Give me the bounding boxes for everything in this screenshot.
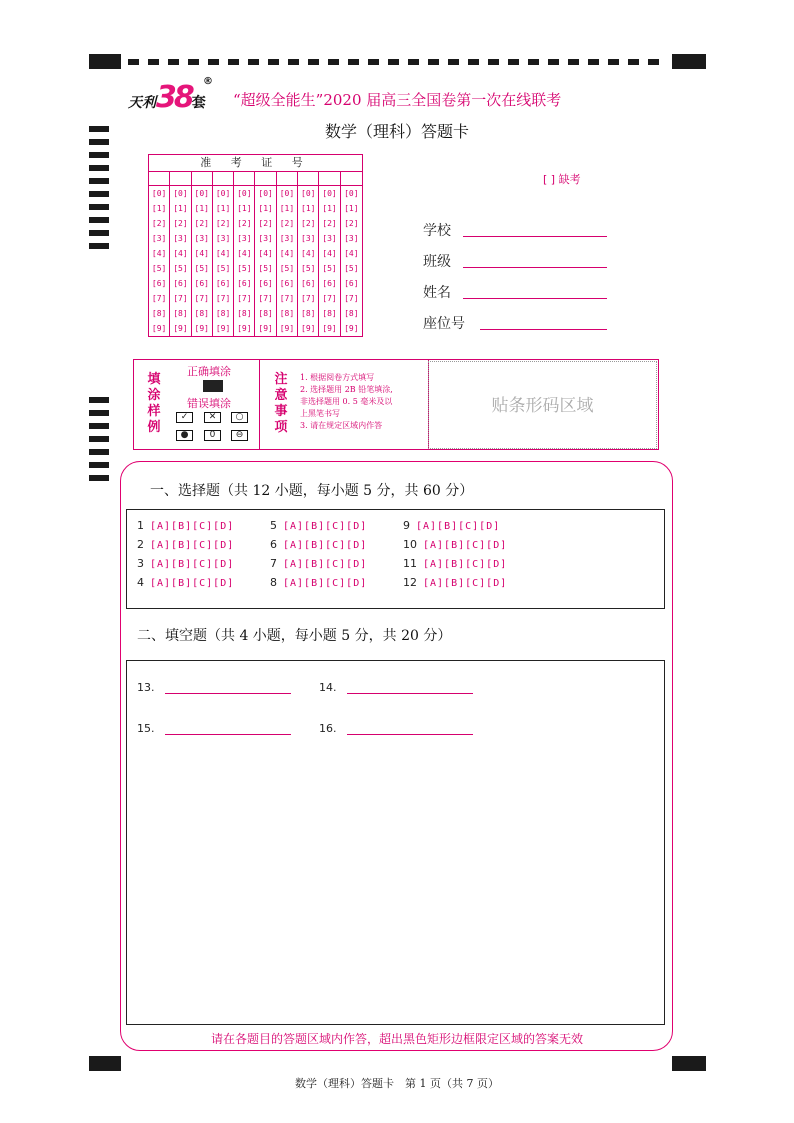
- digit-bubble[interactable]: [1]: [149, 201, 170, 216]
- corner-mark-bottom-right: [672, 1056, 706, 1071]
- brand-logo: [128, 76, 213, 115]
- question-number: 2: [137, 538, 144, 551]
- choice-options[interactable]: [A][B][C][D]: [150, 559, 235, 570]
- digit-bubble[interactable]: [2]: [234, 216, 255, 231]
- section1-title: 一、选择题（共 12 小题，每小题 5 分，共 60 分）: [150, 483, 474, 499]
- logo-suffix: 套: [191, 95, 206, 111]
- digit-bubble[interactable]: [1]: [277, 201, 298, 216]
- digit-bubble[interactable]: [0]: [255, 186, 276, 201]
- timing-dash: [628, 59, 639, 65]
- admission-digit-input[interactable]: [213, 172, 234, 186]
- digit-bubble[interactable]: [4]: [298, 246, 319, 261]
- admission-digit-input[interactable]: [277, 172, 298, 186]
- digit-bubble[interactable]: [2]: [149, 216, 170, 231]
- digit-bubble[interactable]: [2]: [192, 216, 213, 231]
- timing-mark: [89, 217, 109, 223]
- digit-bubble[interactable]: [9]: [149, 321, 170, 336]
- fill-answer-box: [126, 660, 665, 1025]
- digit-bubble[interactable]: [8]: [149, 306, 170, 321]
- digit-bubble[interactable]: [0]: [344, 189, 359, 198]
- digit-bubble[interactable]: [6]: [170, 276, 191, 291]
- admission-digit-input[interactable]: [298, 172, 319, 186]
- digit-bubble[interactable]: [1]: [344, 204, 359, 213]
- admission-digit-input[interactable]: [170, 172, 191, 186]
- blank-question-number: 15.: [137, 722, 155, 735]
- digit-bubble[interactable]: [9]: [192, 321, 213, 336]
- digit-bubble[interactable]: [8]: [234, 306, 255, 321]
- admission-digit-input[interactable]: [341, 172, 362, 186]
- digit-bubble[interactable]: [7]: [277, 291, 298, 306]
- logo-number: 38: [156, 80, 192, 115]
- admission-digit-row: [149, 321, 362, 336]
- timing-mark: [89, 462, 109, 468]
- timing-dash: [508, 59, 519, 65]
- field-input-line[interactable]: [463, 298, 607, 299]
- timing-dash: [268, 59, 279, 65]
- note-line: 2. 选择题用 2B 铅笔填涂,: [300, 385, 393, 394]
- digit-bubble[interactable]: [1]: [298, 201, 319, 216]
- digit-bubble[interactable]: [7]: [149, 291, 170, 306]
- question-number: 10: [403, 538, 417, 551]
- question-number: 7: [270, 557, 277, 570]
- question-number: 9: [403, 519, 410, 532]
- check-mark-icon: ✓: [176, 412, 193, 423]
- digit-bubble[interactable]: [9]: [234, 321, 255, 336]
- timing-mark: [89, 204, 109, 210]
- timing-dash: [288, 59, 299, 65]
- digit-bubble[interactable]: [5]: [298, 261, 319, 276]
- choice-options[interactable]: [A][B][C][D]: [283, 559, 368, 570]
- digit-bubble[interactable]: [5]: [277, 261, 298, 276]
- note-line: 非选择题用 0. 5 毫米及以: [300, 397, 393, 406]
- choice-question[interactable]: [270, 576, 367, 589]
- blank-answer-line[interactable]: [165, 734, 291, 735]
- admission-digit-input[interactable]: [149, 172, 170, 186]
- corner-mark-bottom-left: [89, 1056, 121, 1071]
- notes-label: 注 意 事 项: [274, 372, 288, 435]
- timing-dash: [608, 59, 619, 65]
- digit-bubble[interactable]: [9]: [255, 321, 276, 336]
- question-number: 1: [137, 519, 144, 532]
- section2-title: 二、填空题（共 4 小题，每小题 5 分，共 20 分）: [137, 628, 452, 644]
- digit-bubble[interactable]: [2]: [255, 216, 276, 231]
- digit-bubble[interactable]: [4]: [234, 246, 255, 261]
- choice-options[interactable]: [A][B][C][D]: [283, 578, 368, 589]
- digit-bubble[interactable]: [0]: [298, 186, 319, 201]
- digit-bubble[interactable]: [9]: [298, 321, 319, 336]
- digit-bubble[interactable]: [2]: [213, 216, 234, 231]
- digit-bubble[interactable]: [4]: [192, 246, 213, 261]
- barcode-area: 贴条形码区域: [428, 361, 657, 449]
- field-label: 班级: [423, 254, 451, 270]
- question-number: 3: [137, 557, 144, 570]
- timing-dash: [328, 59, 339, 65]
- question-number: 4: [137, 576, 144, 589]
- digit-bubble[interactable]: [8]: [319, 306, 340, 321]
- question-number: 12: [403, 576, 417, 589]
- digit-bubble[interactable]: [1]: [213, 201, 234, 216]
- choice-options[interactable]: [A][B][C][D]: [416, 521, 501, 532]
- admission-digit-row: [149, 231, 362, 246]
- digit-bubble[interactable]: [0]: [277, 186, 298, 201]
- timing-dash: [488, 59, 499, 65]
- wrong-fill-label: 错误填涂: [187, 397, 231, 410]
- exam-headline: “超级全能生”2020 届高三全国卷第一次在线联考: [233, 91, 562, 109]
- choice-question[interactable]: [137, 519, 234, 532]
- digit-bubble[interactable]: [7]: [234, 291, 255, 306]
- digit-bubble[interactable]: [7]: [344, 294, 359, 303]
- digit-bubble[interactable]: [3]: [255, 231, 276, 246]
- choice-options[interactable]: [A][B][C][D]: [423, 578, 508, 589]
- digit-bubble[interactable]: [5]: [255, 261, 276, 276]
- field-input-line[interactable]: [463, 267, 607, 268]
- timing-dash: [648, 59, 659, 65]
- digit-bubble[interactable]: [8]: [344, 309, 359, 318]
- digit-bubble[interactable]: [5]: [192, 261, 213, 276]
- digit-bubble[interactable]: [6]: [234, 276, 255, 291]
- digit-bubble[interactable]: [3]: [192, 231, 213, 246]
- digit-bubble[interactable]: [5]: [344, 264, 359, 273]
- timing-dash: [208, 59, 219, 65]
- digit-bubble[interactable]: [9]: [213, 321, 234, 336]
- notes-list: [300, 372, 393, 432]
- blank-answer-line[interactable]: [165, 693, 291, 694]
- timing-dash: [148, 59, 159, 65]
- digit-bubble[interactable]: [0]: [213, 186, 234, 201]
- digit-bubble[interactable]: [8]: [255, 306, 276, 321]
- digit-bubble[interactable]: [1]: [234, 201, 255, 216]
- digit-bubble[interactable]: [1]: [192, 201, 213, 216]
- choice-question[interactable]: [403, 538, 507, 551]
- correct-fill-label: 正确填涂: [187, 365, 231, 378]
- timing-dash: [188, 59, 199, 65]
- digit-bubble[interactable]: [6]: [149, 276, 170, 291]
- choice-options[interactable]: [A][B][C][D]: [423, 540, 508, 551]
- digit-bubble[interactable]: [6]: [319, 276, 340, 291]
- choice-question[interactable]: [270, 519, 367, 532]
- corner-mark-top-right: [672, 54, 706, 69]
- timing-dash: [228, 59, 239, 65]
- choice-question[interactable]: [403, 576, 507, 589]
- digit-bubble[interactable]: [7]: [170, 291, 191, 306]
- timing-mark: [89, 397, 109, 403]
- digit-bubble[interactable]: [1]: [255, 201, 276, 216]
- timing-dash: [308, 59, 319, 65]
- digit-bubble[interactable]: [1]: [170, 201, 191, 216]
- timing-dash: [388, 59, 399, 65]
- digit-bubble[interactable]: [3]: [213, 231, 234, 246]
- timing-dash: [348, 59, 359, 65]
- question-number: 6: [270, 538, 277, 551]
- question-number: 8: [270, 576, 277, 589]
- digit-bubble[interactable]: [4]: [319, 246, 340, 261]
- digit-bubble[interactable]: [9]: [170, 321, 191, 336]
- field-label: 座位号: [423, 316, 465, 332]
- timing-dash: [588, 59, 599, 65]
- admission-digit-row: [149, 276, 362, 291]
- digit-bubble[interactable]: [5]: [149, 261, 170, 276]
- corner-mark-top-left: [89, 54, 121, 69]
- timing-mark: [89, 230, 109, 236]
- choice-options[interactable]: [A][B][C][D]: [150, 521, 235, 532]
- logo-text: 天利: [128, 95, 156, 111]
- digit-bubble[interactable]: [0]: [234, 186, 255, 201]
- timing-dash: [468, 59, 479, 65]
- ellipse-mark-icon: ⊖: [231, 430, 248, 441]
- field-label: 姓名: [423, 285, 451, 301]
- page-footer: 数学（理科）答题卡 第 1 页（共 7 页）: [295, 1077, 499, 1090]
- digit-bubble[interactable]: [4]: [149, 246, 170, 261]
- admission-digit-input[interactable]: [255, 172, 276, 186]
- sample-label: 填 涂 样 例: [147, 372, 161, 435]
- digit-bubble[interactable]: [2]: [277, 216, 298, 231]
- timing-dash: [428, 59, 439, 65]
- timing-dash: [408, 59, 419, 65]
- admission-digit-row: [149, 306, 362, 321]
- timing-mark: [89, 436, 109, 442]
- digit-bubble[interactable]: [5]: [319, 261, 340, 276]
- admission-digit-row: [149, 246, 362, 261]
- admission-title: 准 考 证 号: [149, 155, 362, 172]
- digit-bubble[interactable]: [6]: [213, 276, 234, 291]
- timing-mark: [89, 410, 109, 416]
- digit-bubble[interactable]: [9]: [277, 321, 298, 336]
- choice-question[interactable]: [403, 557, 507, 570]
- choice-options[interactable]: [A][B][C][D]: [150, 578, 235, 589]
- digit-bubble[interactable]: [9]: [344, 324, 359, 333]
- digit-bubble[interactable]: [6]: [192, 276, 213, 291]
- choice-options[interactable]: [A][B][C][D]: [283, 540, 368, 551]
- blank-question-number: 13.: [137, 681, 155, 694]
- digit-bubble[interactable]: [6]: [277, 276, 298, 291]
- digit-bubble[interactable]: [2]: [344, 219, 359, 228]
- digit-bubble[interactable]: [7]: [192, 291, 213, 306]
- timing-dash: [548, 59, 559, 65]
- digit-bubble[interactable]: [0]: [149, 186, 170, 201]
- admission-digit-row: [149, 261, 362, 276]
- choice-question[interactable]: [137, 576, 234, 589]
- timing-mark: [89, 423, 109, 429]
- timing-dash: [168, 59, 179, 65]
- digit-bubble[interactable]: [4]: [170, 246, 191, 261]
- digit-bubble[interactable]: [1]: [319, 201, 340, 216]
- digit-bubble[interactable]: [7]: [255, 291, 276, 306]
- blank-answer-line[interactable]: [347, 734, 473, 735]
- question-number: 11: [403, 557, 417, 570]
- digit-bubble[interactable]: [4]: [213, 246, 234, 261]
- digit-bubble[interactable]: [5]: [234, 261, 255, 276]
- note-line: 1. 根据阅卷方式填写: [300, 373, 375, 382]
- dot-mark-icon: ●: [176, 430, 193, 441]
- digit-bubble[interactable]: [5]: [170, 261, 191, 276]
- choice-question[interactable]: [403, 519, 500, 532]
- timing-dash: [448, 59, 459, 65]
- digit-bubble[interactable]: [5]: [213, 261, 234, 276]
- digit-bubble[interactable]: [6]: [255, 276, 276, 291]
- digit-bubble[interactable]: [3]: [234, 231, 255, 246]
- choice-question[interactable]: [137, 557, 234, 570]
- oval-mark-icon: 0: [204, 430, 221, 441]
- choice-question[interactable]: [270, 557, 367, 570]
- digit-bubble[interactable]: [0]: [192, 186, 213, 201]
- timing-mark: [89, 165, 109, 171]
- admission-digit-row: [149, 201, 362, 216]
- cross-mark-icon: ✕: [204, 412, 221, 423]
- timing-dash: [248, 59, 259, 65]
- circle-mark-icon: ○: [231, 412, 248, 423]
- digit-bubble[interactable]: [4]: [277, 246, 298, 261]
- choice-options[interactable]: [A][B][C][D]: [283, 521, 368, 532]
- digit-bubble[interactable]: [8]: [298, 306, 319, 321]
- digit-bubble[interactable]: [8]: [170, 306, 191, 321]
- timing-mark: [89, 191, 109, 197]
- digit-bubble[interactable]: [3]: [149, 231, 170, 246]
- digit-bubble[interactable]: [7]: [298, 291, 319, 306]
- timing-mark: [89, 475, 109, 481]
- digit-bubble[interactable]: [7]: [213, 291, 234, 306]
- correct-fill-example: [203, 380, 223, 392]
- timing-dash: [528, 59, 539, 65]
- timing-mark: [89, 449, 109, 455]
- note-line: 上黑笔书写: [300, 409, 340, 418]
- choice-question[interactable]: [270, 538, 367, 551]
- digit-bubble[interactable]: [0]: [170, 186, 191, 201]
- field-label: 学校: [423, 223, 451, 239]
- timing-dash: [568, 59, 579, 65]
- admission-digit-row: [149, 291, 362, 306]
- digit-bubble[interactable]: [3]: [170, 231, 191, 246]
- blank-answer-line[interactable]: [347, 693, 473, 694]
- digit-bubble[interactable]: [3]: [319, 231, 340, 246]
- admission-digit-input[interactable]: [192, 172, 213, 186]
- page-title: 数学（理科）答题卡: [324, 122, 469, 141]
- digit-bubble[interactable]: [3]: [298, 231, 319, 246]
- timing-mark: [89, 152, 109, 158]
- field-input-line[interactable]: [480, 329, 607, 330]
- digit-bubble[interactable]: [4]: [344, 249, 359, 258]
- choice-options[interactable]: [A][B][C][D]: [423, 559, 508, 570]
- digit-bubble[interactable]: [6]: [298, 276, 319, 291]
- digit-bubble[interactable]: [3]: [344, 234, 359, 243]
- digit-bubble[interactable]: [6]: [344, 279, 359, 288]
- field-input-line[interactable]: [463, 236, 607, 237]
- digit-bubble[interactable]: [7]: [319, 291, 340, 306]
- timing-mark: [89, 178, 109, 184]
- admission-number-grid: [148, 154, 363, 337]
- admission-digit-input[interactable]: [319, 172, 340, 186]
- boundary-warning: 请在各题目的答题区域内作答，超出黑色矩形边框限定区域的答案无效: [210, 1032, 583, 1046]
- choice-options[interactable]: [A][B][C][D]: [150, 540, 235, 551]
- blank-question-number: 14.: [319, 681, 337, 694]
- timing-dash: [368, 59, 379, 65]
- digit-bubble[interactable]: [2]: [170, 216, 191, 231]
- logo-registered: ®: [203, 76, 213, 87]
- absent-checkbox[interactable]: [ ] 缺考: [543, 173, 581, 186]
- digit-bubble[interactable]: [8]: [213, 306, 234, 321]
- digit-bubble[interactable]: [8]: [277, 306, 298, 321]
- digit-bubble[interactable]: [4]: [255, 246, 276, 261]
- choice-question[interactable]: [137, 538, 234, 551]
- digit-bubble[interactable]: [9]: [319, 321, 340, 336]
- note-line: 3. 请在规定区域内作答: [300, 421, 383, 430]
- digit-bubble[interactable]: [0]: [319, 186, 340, 201]
- digit-bubble[interactable]: [8]: [192, 306, 213, 321]
- digit-bubble[interactable]: [2]: [298, 216, 319, 231]
- admission-digit-input[interactable]: [234, 172, 255, 186]
- question-number: 5: [270, 519, 277, 532]
- digit-bubble[interactable]: [3]: [277, 231, 298, 246]
- timing-dash: [128, 59, 139, 65]
- timing-mark: [89, 243, 109, 249]
- admission-digit-row: [149, 216, 362, 231]
- admission-digit-row: [149, 186, 362, 201]
- digit-bubble[interactable]: [2]: [319, 216, 340, 231]
- blank-question-number: 16.: [319, 722, 337, 735]
